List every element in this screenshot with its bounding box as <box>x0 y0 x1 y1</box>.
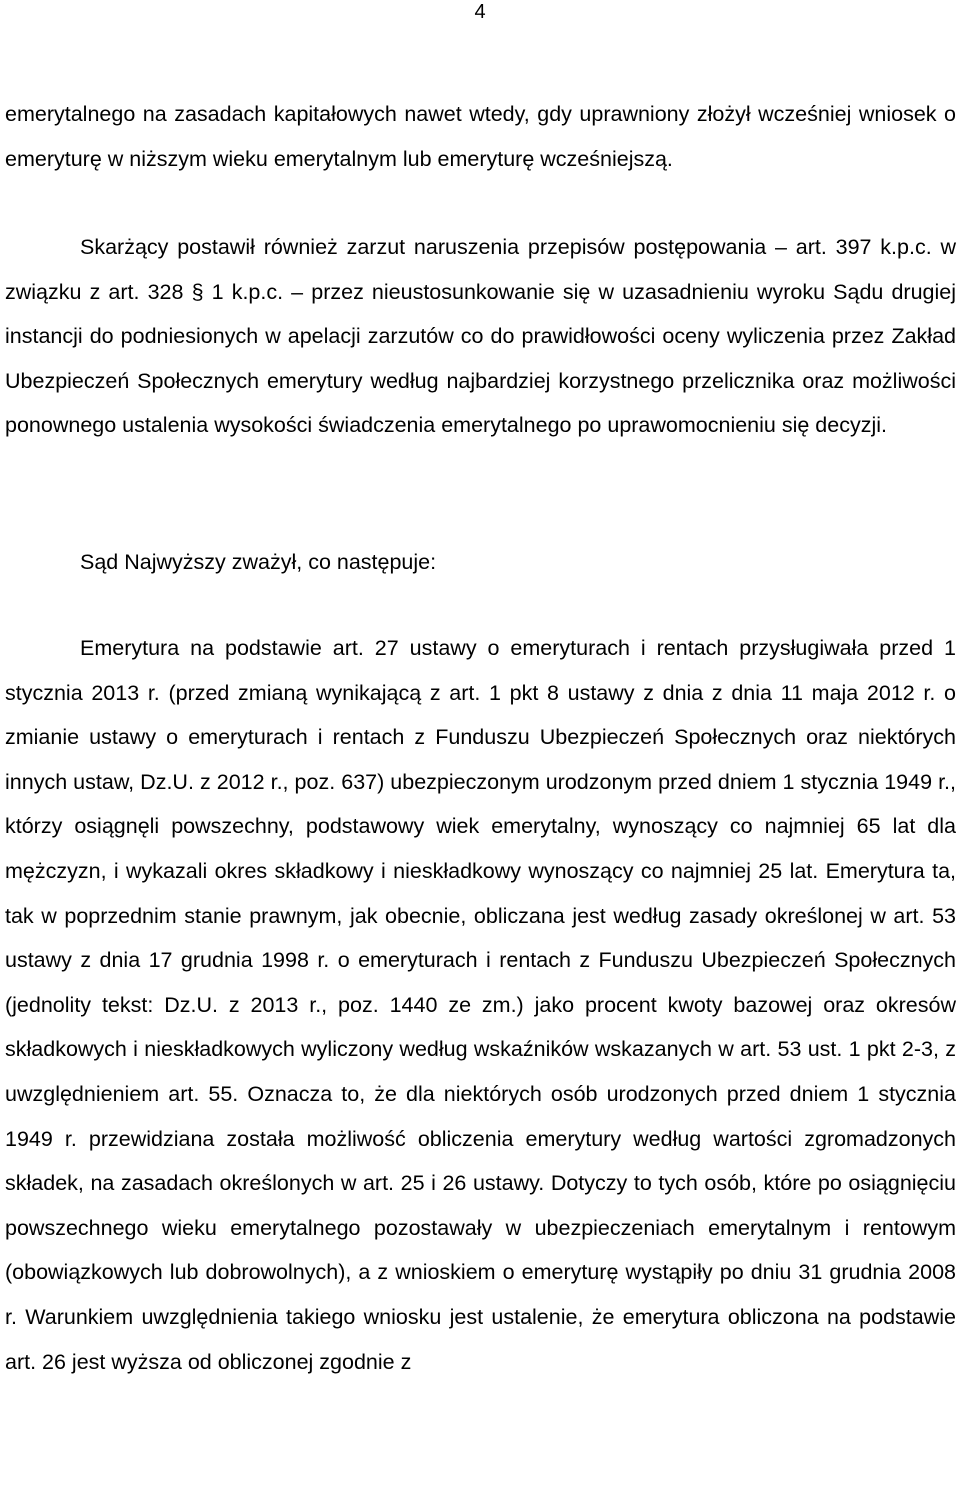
paragraph-cassation-charge: Skarżący postawił również zarzut naruszenia przepisów postępowania – art. 397 k.p.c. w związku z art. 328 § 1 k.p.c. – przez nieustosunkowanie się w uzasadnieniu wyroku Sądu drugiej instancji do podniesionych w apelacji zarzutów co do prawidłowości oceny wyliczenia przez Zakład Ubezpieczeń Społecznych emerytury według najbardziej korzystnego przelicznika oraz możliwości ponownego ustalenia wysokości świadczenia emerytalnego po uprawomocnieniu się decyzji. <box>5 235 956 438</box>
paragraph-continuation: emerytalnego na zasadach kapitałowych nawet wtedy, gdy uprawniony złożył wcześniej wniosek o emeryturę w niższym wieku emerytalnym lub emeryturę wcześniejszą. <box>5 102 956 171</box>
paragraph-reasoning: Emerytura na podstawie art. 27 ustawy o emeryturach i rentach przysługiwała przed 1 stycznia 2013 r. (przed zmianą wynikającą z art. 1 pkt 8 ustawy z dnia z dnia 11 maja 2012 r. o zmianie ustawy o emeryturach i rentach z Funduszu Ubezpieczeń Społecznych oraz niektórych innych ustaw, Dz.U. z 2012 r., poz. 637) ubezpieczonym urodzonym przed dniem 1 stycznia 1949 r., którzy osiągnęli powszechny, podstawowy wiek emerytalny, wynoszący co najmniej 65 lat dla mężczyzn, i wykazali okres składkowy i nieskładkowy wynoszący co najmniej 25 lat. Emerytura ta, tak w poprzednim stanie prawnym, jak obecnie, obliczana jest według zasady określonej w art. 53 ustawy z dnia 17 grudnia 1998 r. o emeryturach i rentach z Funduszu Ubezpieczeń Społecznych (jednolity tekst: Dz.U. z 2013 r., poz. 1440 ze zm.) jako procent kwoty bazowej oraz okresów składkowych i nieskładkowych wyliczony według wskaźników wskazanych w art. 53 ust. 1 pkt 2-3, z uwzględnieniem art. 55. Oznacza to, że dla niektórych osób urodzonych przed dniem 1 stycznia 1949 r. przewidziana została możliwość obliczenia emerytury według wartości zgromadzonych składek, na zasadach określonych w art. 25 i 26 ustawy. Dotyczy to tych osób, które po osiągnięciu powszechnego wieku emerytalnego pozostawały w ubezpieczeniach emerytalnym i rentowym (obowiązkowych lub dobrowolnych), a z wnioskiem o emeryturę wystąpiły po dniu 31 grudnia 2008 r. Warunkiem uwzględnienia takiego wniosku jest ustalenie, że emerytura obliczona na podstawie art. 26 jest wyższa od obliczonej zgodnie z <box>5 636 956 1374</box>
section-heading: Sąd Najwyższy zważył, co następuje: <box>80 550 437 574</box>
page-number: 4 <box>474 1 486 23</box>
